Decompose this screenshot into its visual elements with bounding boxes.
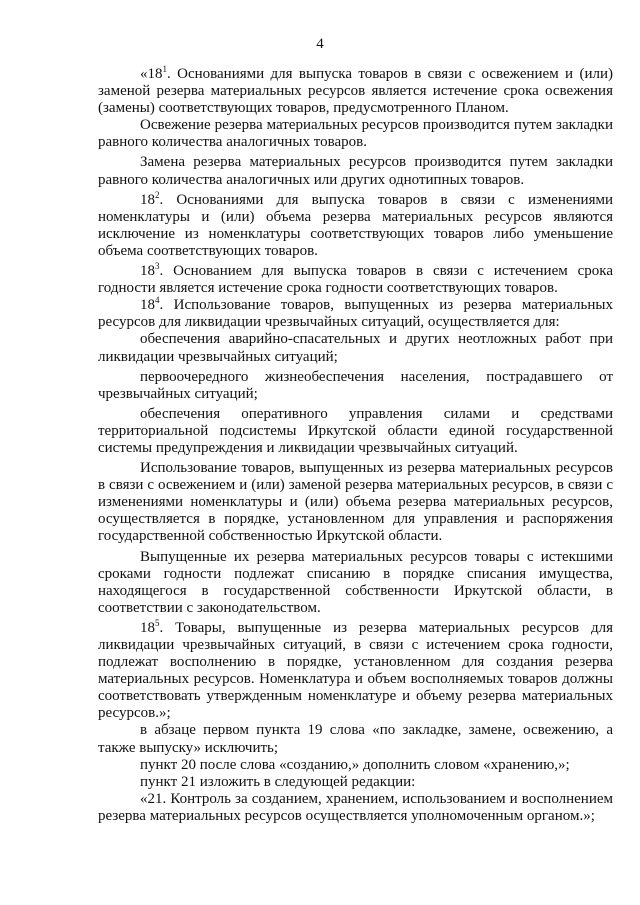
clause-superscript: 4 (155, 295, 160, 306)
page-number: 4 (316, 36, 324, 52)
paragraph-18-4 (98, 297, 613, 331)
paragraph-18-1 (98, 66, 613, 117)
amendment-item-19: в абзаце первом пункта 19 слова «по закладке, замене, освежению, а также выпуску» исключить; (98, 722, 613, 756)
paragraph-18-5 (98, 617, 613, 723)
paragraph-refresh: Освежение резерва материальных ресурсов производится путем закладки равного количества аналогичных товаров. (98, 117, 613, 151)
amendment-item-20: пункт 20 после слова «созданию,» дополнить словом «хранению,»; (140, 756, 570, 773)
clause-number: 18 (140, 263, 155, 280)
paragraph-expired-goods: Выпущенные их резерва материальных ресурсов товары с истекшими сроками годности подлежат списанию в порядке списания имущества, находящегося в государственной собственности Иркутской области, в соответствии с законодательством. (98, 548, 613, 616)
clause-number: 18 (140, 191, 155, 208)
clause-superscript: 3 (155, 261, 160, 272)
paragraph-replace: Замена резерва материальных ресурсов производится путем закладки равного количества аналогичных или других однотипных товаров. (98, 154, 613, 188)
list-item-management: обеспечения оперативного управления силами и средствами территориальной подсистемы Иркутской области единой государственной системы предупреждения и ликвидации чрезвычайных ситуаций. (98, 405, 613, 456)
clause-superscript: 5 (155, 617, 160, 628)
paragraph-text: . Основаниями для выпуска товаров в связи с освежением и (или) заменой резерва материальных ресурсов является истечение срока освежения (замены) соответствующих товаров, предусмотренного Планом. (98, 66, 613, 117)
clause-superscript: 2 (155, 189, 160, 200)
amendment-item-21: пункт 21 изложить в следующей редакции: (140, 773, 416, 790)
paragraph-18-3 (98, 263, 613, 297)
paragraph-18-2 (98, 189, 613, 260)
paragraph-use-of-goods: Использование товаров, выпущенных из резерва материальных ресурсов в связи с освежением и (или) заменой резерва материальных ресурсов, в связи с изменениями номенклатуры и (или) объема резерва материальных ресурсов, осуществляется в порядке, установленном для управления и распоряжения государственной собственностью Иркутской области. (98, 460, 613, 545)
list-item-rescue-works: обеспечения аварийно-спасательных и других неотложных работ при ликвидации чрезвычайных ситуаций; (98, 331, 613, 365)
paragraph-text: . Основаниями для выпуска товаров в связи с изменениями номенклатуры и (или) объема резерва материальных ресурсов являются исключение из номенклатуры соответствующих товаров либо уменьшение объема соответствующих товаров. (98, 191, 613, 259)
paragraph-text: . Использование товаров, выпущенных из резерва материальных ресурсов для ликвидации чрезвычайных ситуаций, осуществляется для: (98, 297, 613, 331)
document-body (98, 66, 613, 825)
clause-number: 18 (140, 297, 155, 314)
list-item-life-support: первоочередного жизнеобеспечения населения, пострадавшего от чрезвычайных ситуаций; (98, 368, 613, 402)
paragraph-21-text: «21. Контроль за созданием, хранением, использованием и восполнением резерва материальных ресурсов осуществляется уполномоченным органом.»; (98, 790, 613, 824)
clause-superscript: 1 (162, 64, 167, 74)
clause-number: 18 (140, 619, 155, 636)
paragraph-text: . Основанием для выпуска товаров в связи с истечением срока годности является истечение срока годности соответствующих товаров. (98, 263, 613, 297)
paragraph-text: . Товары, выпущенные из резерва материальных ресурсов для ликвидации чрезвычайных ситуаций, в связи с истечением срока годности, подлежат восполнению в порядке, установленном для создания резерва материальных ресурсов. Номенклатура и объем восполняемых товаров должны соответствовать утвержденным номенклатуре и объему резерва материальных ресурсов.»; (98, 619, 613, 722)
clause-number: «18 (140, 66, 163, 82)
